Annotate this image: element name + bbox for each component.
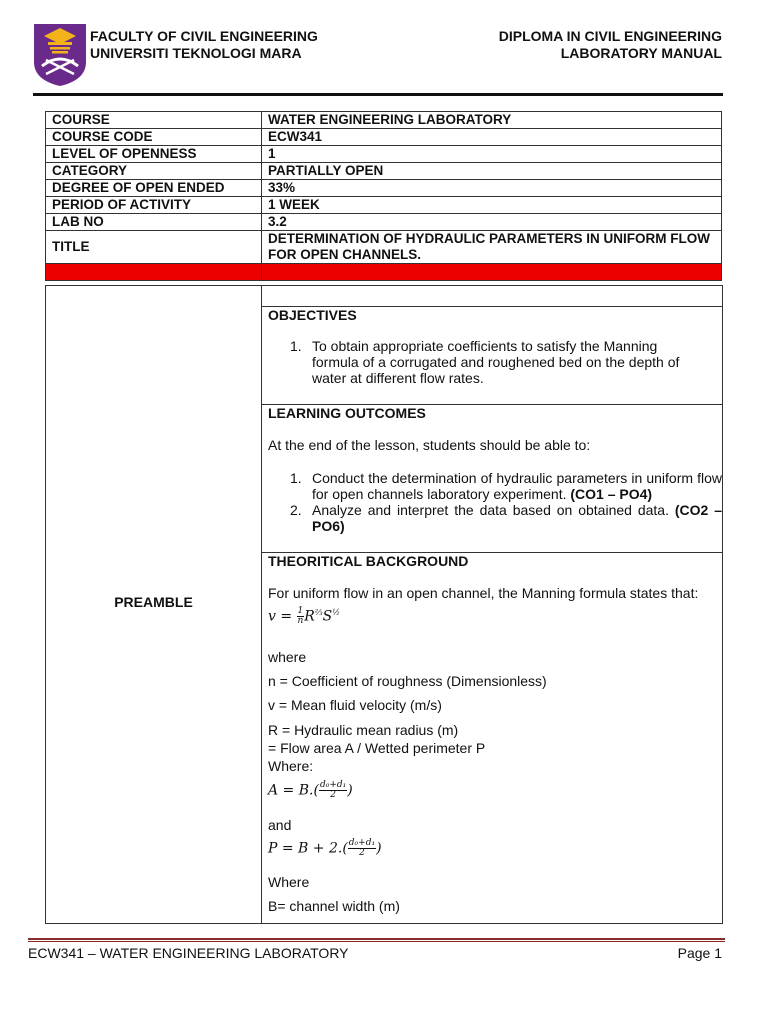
red-band-row bbox=[46, 264, 722, 281]
table-row bbox=[46, 129, 722, 146]
table-row bbox=[46, 112, 722, 129]
row-value: PARTIALLY OPEN bbox=[262, 163, 722, 180]
table-row bbox=[46, 231, 722, 264]
where-label: Where bbox=[268, 874, 310, 890]
table-row bbox=[46, 214, 722, 231]
header-right bbox=[499, 28, 722, 62]
list-item bbox=[268, 502, 722, 534]
learning-outcomes-heading: LEARNING OUTCOMES bbox=[268, 405, 426, 421]
row-key: TITLE bbox=[46, 231, 262, 264]
footer-course: ECW341 – WATER ENGINEERING LABORATORY bbox=[28, 945, 349, 961]
red-band-cell bbox=[46, 264, 262, 281]
footer-divider bbox=[28, 941, 725, 942]
list-item bbox=[268, 470, 722, 502]
objectives-heading: OBJECTIVES bbox=[268, 307, 357, 323]
learning-outcomes-section bbox=[262, 405, 722, 553]
outcome-tag: (CO1 – PO4) bbox=[570, 486, 653, 502]
theory-intro: For uniform flow in an open channel, the Manning formula states that: bbox=[268, 585, 699, 601]
objective-text: To obtain appropriate coefficients to satisfy the Manning formula of a corrugated and roughened bed on the depth of water at different flow rates. bbox=[312, 338, 680, 386]
list-item bbox=[268, 338, 702, 386]
theory-section bbox=[262, 553, 722, 923]
outcome-text: Conduct the determination of hydraulic parameters in uniform flow for open channels laboratory experiment. bbox=[312, 470, 722, 502]
programme-name: DIPLOMA IN CIVIL ENGINEERING bbox=[498, 28, 722, 44]
table-row bbox=[46, 146, 722, 163]
table-row bbox=[46, 163, 722, 180]
list-number: 1. bbox=[290, 338, 302, 354]
row-value: DETERMINATION OF HYDRAULIC PARAMETERS IN UNIFORM FLOW FOR OPEN CHANNELS. bbox=[262, 231, 722, 264]
row-value: ECW341 bbox=[262, 129, 722, 146]
where-label: where bbox=[268, 649, 307, 665]
preamble-box bbox=[45, 285, 723, 924]
definition-r: R = Hydraulic mean radius (m) bbox=[268, 722, 459, 738]
row-key: DEGREE OF OPEN ENDED bbox=[46, 180, 262, 197]
definition-n: n = Coefficient of roughness (Dimensionless) bbox=[268, 673, 547, 689]
course-info-table bbox=[45, 111, 722, 281]
page-number: Page 1 bbox=[677, 945, 722, 961]
list-number: 2. bbox=[290, 502, 302, 518]
faculty-name: FACULTY OF CIVIL ENGINEERING bbox=[90, 28, 318, 44]
definition-v: v = Mean fluid velocity (m/s) bbox=[268, 697, 442, 713]
table-row bbox=[46, 180, 722, 197]
university-name: UNIVERSITI TEKNOLOGI MARA bbox=[90, 45, 302, 61]
row-key: COURSE bbox=[46, 112, 262, 129]
header-divider bbox=[33, 93, 723, 96]
where-label: Where: bbox=[268, 758, 314, 774]
and-label: and bbox=[268, 817, 292, 833]
learning-outcomes-intro: At the end of the lesson, students should be able to: bbox=[268, 437, 591, 453]
manning-formula: v = $\frac{1}{n}$ $R^{\frac{2}{3}}S^{\frac{1}{2}}$ bbox=[268, 606, 340, 626]
table-row bbox=[46, 197, 722, 214]
list-number: 1. bbox=[290, 470, 302, 486]
theory-heading: THEORITICAL BACKGROUND bbox=[268, 553, 469, 569]
objectives-section bbox=[262, 307, 722, 405]
definition-r-continued: = Flow area A / Wetted perimeter P bbox=[268, 740, 486, 756]
row-key: LAB NO bbox=[46, 214, 262, 231]
header-left bbox=[90, 28, 318, 62]
row-value: 33% bbox=[262, 180, 722, 197]
area-formula: A = B.( $\frac{\text{d₀+d₁}}{2}$ ) bbox=[268, 780, 353, 800]
outcome-text: Analyze and interpret the data based on obtained data. bbox=[312, 502, 669, 518]
row-key: COURSE CODE bbox=[46, 129, 262, 146]
manual-name: LABORATORY MANUAL bbox=[560, 45, 722, 61]
row-value: 3.2 bbox=[262, 214, 722, 231]
row-value: WATER ENGINEERING LABORATORY bbox=[262, 112, 722, 129]
uitm-crest-icon bbox=[32, 22, 88, 88]
outcome-tag: (CO2 – PO6) bbox=[312, 502, 723, 534]
row-key: CATEGORY bbox=[46, 163, 262, 180]
blank-row bbox=[262, 286, 722, 307]
definition-b: B= channel width (m) bbox=[268, 898, 400, 914]
red-band-cell bbox=[262, 264, 722, 281]
footer-divider bbox=[28, 938, 725, 940]
row-key: LEVEL OF OPENNESS bbox=[46, 146, 262, 163]
row-value: 1 WEEK bbox=[262, 197, 722, 214]
perimeter-formula: P = B + 2.( $\frac{\text{d₀+d₁}}{2}$ ) bbox=[268, 838, 382, 858]
preamble-label: PREAMBLE bbox=[114, 594, 193, 610]
row-key: PERIOD OF ACTIVITY bbox=[46, 197, 262, 214]
row-value: 1 bbox=[262, 146, 722, 163]
